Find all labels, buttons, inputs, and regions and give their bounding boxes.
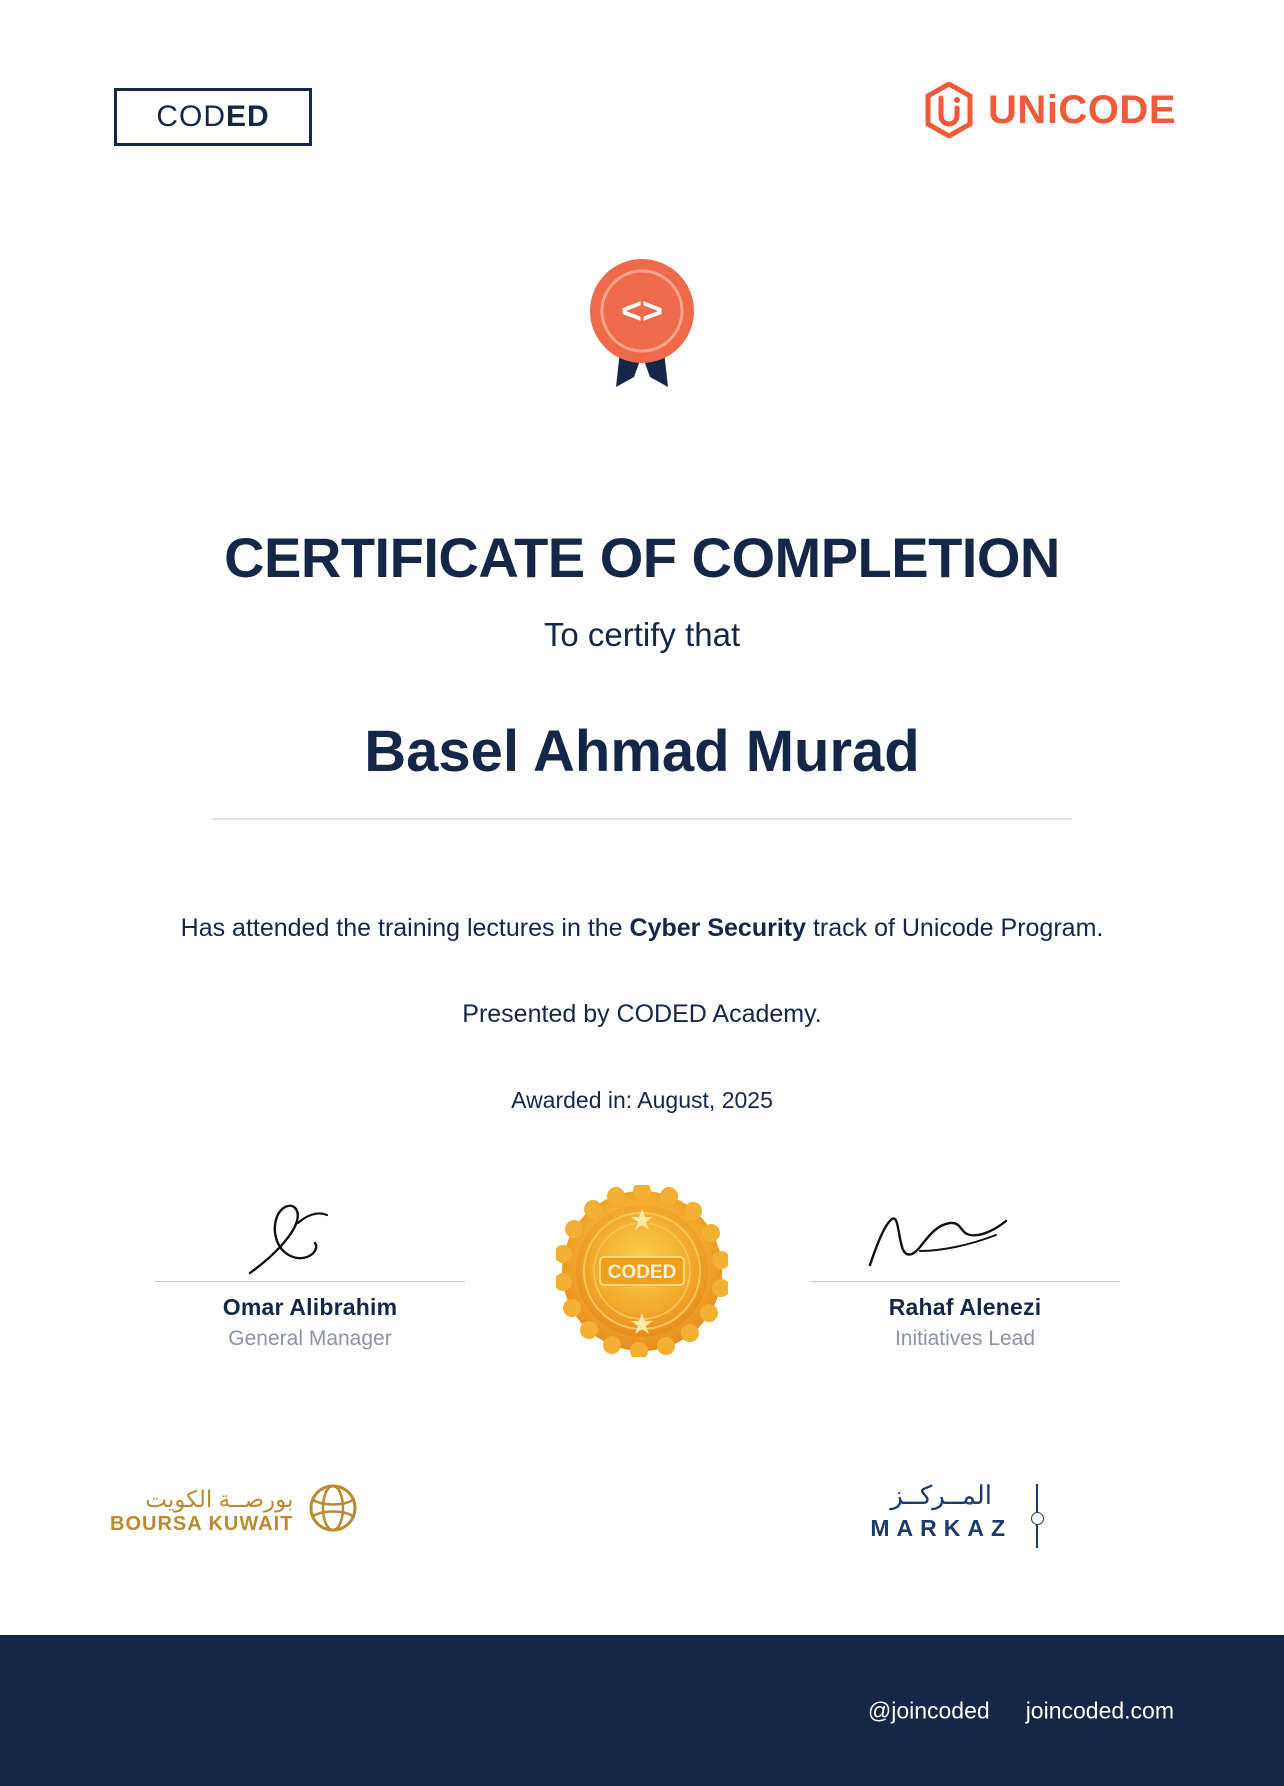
handwritten-signature-icon (155, 1195, 465, 1281)
awarded-date: Awarded in: August, 2025 (511, 1087, 773, 1113)
recipient-name: Basel Ahmad Murad (364, 719, 920, 784)
unicode-hexagon-icon (924, 82, 974, 138)
boursa-kuwait-name-en: BOURSA KUWAIT (110, 1512, 294, 1535)
signatory-role-right: Initiatives Lead (894, 1327, 1036, 1350)
markaz-name-en: MARKAZ (870, 1515, 1012, 1541)
code-medal-icon (582, 255, 702, 405)
markaz-logo (870, 1480, 1012, 1542)
certificate-title: CERTIFICATE OF COMPLETION (224, 526, 1060, 589)
signature-rule-left (155, 1281, 465, 1282)
markaz-name-ar: المــركــز (890, 1480, 993, 1510)
body-suffix: track of Unicode Program. (806, 914, 1104, 942)
signatory-name-left: Omar Alibrahim (222, 1294, 398, 1320)
unicode-logo-text: UNiCODE (988, 87, 1176, 132)
markaz-dot-icon (1031, 1512, 1044, 1525)
svg-text:<>: <> (620, 290, 664, 331)
coded-logo-text (156, 100, 269, 134)
handwritten-signature-icon (810, 1195, 1120, 1281)
recipient-underline (212, 818, 1072, 820)
track-name: Cyber Security (629, 914, 806, 942)
signature-block-left (155, 1195, 465, 1351)
signatory-name-right: Rahaf Alenezi (888, 1294, 1042, 1320)
footer-website[interactable]: joincoded.com (1025, 1697, 1174, 1723)
boursa-kuwait-globe-icon (305, 1480, 361, 1541)
body-prefix: Has attended the training lectures in the (180, 914, 630, 942)
unicode-logo (924, 82, 1176, 138)
boursa-kuwait-logo (110, 1480, 361, 1541)
footer-bar (0, 1635, 1284, 1786)
boursa-kuwait-name-ar: بورصــة الكويت (145, 1485, 294, 1512)
signatory-role-left: General Manager (228, 1327, 392, 1350)
signature-rule-right (810, 1281, 1120, 1282)
coded-logo (114, 88, 312, 146)
signature-block-right (810, 1195, 1120, 1351)
footer-handle[interactable]: @joincoded (867, 1697, 990, 1723)
certificate-body (180, 908, 1104, 948)
footer-links (868, 1697, 1174, 1724)
seal-label: CODED (607, 1262, 677, 1283)
coded-logo-main: COD (156, 100, 226, 133)
gold-award-seal-icon (556, 1185, 728, 1357)
certificate-subtitle: To certify that (543, 616, 741, 653)
presented-by: Presented by CODED Academy. (462, 1000, 822, 1028)
coded-logo-accent: ED (225, 100, 270, 133)
